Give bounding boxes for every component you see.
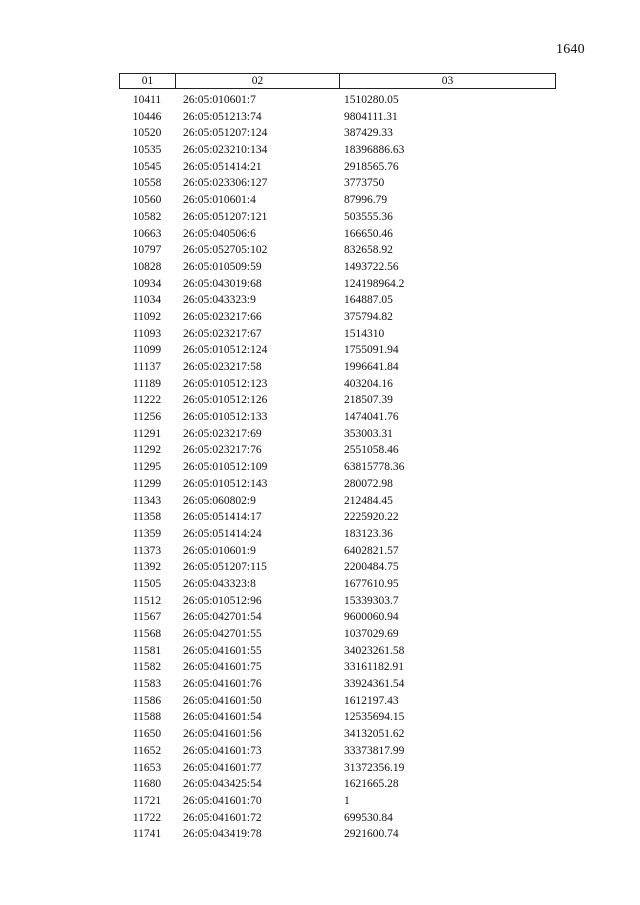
table-row	[119, 793, 556, 810]
cell-value: 1493722.56	[344, 260, 399, 273]
cell-cadastral-number: 26:05:041601:72	[183, 811, 262, 824]
cell-value: 34023261.58	[344, 644, 405, 657]
cell-id: 11741	[132, 828, 162, 841]
cell-id: 11680	[132, 778, 162, 791]
cell-id: 11722	[132, 811, 162, 824]
cell-cadastral-number: 26:05:010601:4	[183, 194, 256, 207]
table-row	[119, 459, 556, 476]
cell-cadastral-number: 26:05:041601:55	[183, 644, 262, 657]
cell-value: 15339303.7	[344, 594, 399, 607]
cell-cadastral-number: 26:05:041601:76	[183, 678, 262, 691]
cell-id: 10828	[132, 260, 162, 273]
cell-cadastral-number: 26:05:010601:7	[183, 94, 256, 106]
table-row	[119, 726, 556, 743]
cell-id: 11189	[133, 377, 161, 390]
cell-id: 10411	[132, 94, 162, 106]
cell-id: 11567	[132, 611, 162, 624]
cell-cadastral-number: 26:05:041601:56	[183, 728, 262, 741]
cell-id: 11392	[132, 561, 162, 574]
table-row	[119, 493, 556, 510]
table-row	[119, 559, 556, 576]
cell-id: 11581	[132, 644, 162, 657]
table-row	[119, 593, 556, 610]
cell-value: 87996.79	[344, 194, 388, 207]
cell-id: 11512	[132, 594, 162, 607]
table-body	[119, 92, 556, 843]
cell-value: 2225920.22	[344, 511, 399, 524]
page-number: 1640	[556, 42, 585, 57]
table-row	[119, 609, 556, 626]
table-row	[119, 760, 556, 777]
table-row	[119, 409, 556, 426]
cell-id: 11586	[132, 694, 162, 707]
table-row	[119, 175, 556, 192]
table-row	[119, 226, 556, 243]
table-row	[119, 626, 556, 643]
cell-cadastral-number: 26:05:052705:102	[183, 244, 268, 257]
table-row	[119, 543, 556, 560]
cell-value: 183123.36	[344, 527, 393, 540]
cell-value: 503555.36	[344, 210, 393, 223]
cell-id: 11582	[132, 661, 162, 674]
cell-cadastral-number: 26:05:023210:134	[183, 144, 268, 157]
cell-id: 11652	[132, 744, 162, 757]
cell-cadastral-number: 26:05:010512:143	[183, 477, 268, 490]
cell-cadastral-number: 26:05:051207:124	[183, 127, 268, 140]
cell-value: 387429.33	[344, 127, 393, 140]
table-row	[119, 192, 556, 209]
cell-value: 164887.05	[344, 294, 393, 307]
cell-cadastral-number: 26:05:010512:109	[183, 461, 268, 474]
table-header	[119, 73, 556, 89]
table-row	[119, 810, 556, 827]
cell-cadastral-number: 26:05:040506:6	[183, 227, 256, 240]
cell-value: 280072.98	[344, 477, 393, 490]
cell-value: 1612197.43	[344, 694, 399, 707]
cell-value: 832658.92	[344, 244, 393, 257]
table-row	[119, 509, 556, 526]
cell-cadastral-number: 26:05:043323:8	[183, 577, 256, 590]
table-row	[119, 376, 556, 393]
cell-cadastral-number: 26:05:051414:17	[183, 511, 262, 524]
cell-cadastral-number: 26:05:041601:54	[183, 711, 262, 724]
cell-value: 63815778.36	[344, 461, 405, 474]
cell-id: 11222	[132, 394, 162, 407]
cell-cadastral-number: 26:05:051207:115	[183, 561, 267, 574]
table-row	[119, 826, 556, 843]
table-row	[119, 659, 556, 676]
table-row	[119, 125, 556, 142]
cell-value: 166650.46	[344, 227, 393, 240]
cell-id: 10934	[132, 277, 162, 290]
cell-value: 124198964.2	[344, 277, 405, 290]
cell-id: 11291	[132, 427, 162, 440]
cell-id: 11583	[132, 678, 162, 691]
cell-id: 10560	[132, 194, 162, 207]
cell-cadastral-number: 26:05:060802:9	[183, 494, 256, 507]
cell-cadastral-number: 26:05:051207:121	[183, 210, 268, 223]
cell-id: 11588	[132, 711, 162, 724]
cell-value: 2200484.75	[344, 561, 399, 574]
cell-id: 11292	[132, 444, 162, 457]
table-row	[119, 709, 556, 726]
cell-value: 1474041.76	[344, 411, 399, 424]
table-row	[119, 342, 556, 359]
cell-value: 375794.82	[344, 310, 393, 323]
cell-id: 11505	[132, 577, 162, 590]
table-row	[119, 242, 556, 259]
cell-cadastral-number: 26:05:043323:9	[183, 294, 256, 307]
table-row	[119, 92, 556, 109]
cell-value: 699530.84	[344, 811, 393, 824]
cell-id: 11568	[132, 628, 162, 640]
cell-id: 10545	[132, 160, 162, 173]
cell-value: 403204.16	[344, 377, 393, 390]
table-row	[119, 209, 556, 226]
cell-id: 11653	[132, 761, 162, 774]
cell-value: 1755091.94	[344, 344, 399, 357]
cell-id: 11034	[132, 294, 162, 307]
table-row	[119, 743, 556, 760]
table-row	[119, 426, 556, 443]
cell-id: 11359	[132, 527, 162, 540]
cell-value: 2551058.46	[344, 444, 399, 457]
cell-id: 10520	[132, 127, 162, 140]
cell-cadastral-number: 26:05:010509:59	[183, 260, 262, 273]
cell-value: 18396886.63	[344, 144, 405, 157]
cell-cadastral-number: 26:05:010512:124	[183, 344, 268, 357]
table-row	[119, 309, 556, 326]
cell-value: 9600060.94	[344, 611, 399, 624]
table-row	[119, 476, 556, 493]
cell-id: 10663	[132, 227, 162, 240]
cell-cadastral-number: 26:05:051213:74	[183, 110, 262, 123]
cell-value: 1677610.95	[344, 577, 399, 590]
cell-cadastral-number: 26:05:051414:24	[183, 527, 262, 540]
cell-cadastral-number: 26:05:043019:68	[183, 277, 262, 290]
cell-cadastral-number: 26:05:041601:50	[183, 694, 262, 707]
cell-value: 212484.45	[344, 494, 393, 507]
table-row	[119, 776, 556, 793]
cell-id: 11137	[133, 361, 161, 373]
cell-cadastral-number: 26:05:051414:21	[183, 160, 262, 173]
cell-cadastral-number: 26:05:043425:54	[183, 778, 262, 791]
table-row	[119, 142, 556, 159]
cell-id: 11093	[132, 327, 162, 340]
cell-id: 10535	[132, 144, 162, 157]
cell-id: 11343	[132, 494, 162, 507]
table-row	[119, 643, 556, 660]
table-row	[119, 526, 556, 543]
column-header-01: 01	[120, 74, 176, 88]
table-row	[119, 276, 556, 293]
cell-id: 11256	[132, 411, 162, 424]
cell-value: 1996641.84	[344, 361, 399, 373]
cell-id: 11373	[132, 544, 162, 557]
cell-cadastral-number: 26:05:023217:67	[183, 327, 262, 340]
cell-cadastral-number: 26:05:043419:78	[183, 828, 262, 841]
cell-id: 10797	[132, 244, 162, 257]
cell-id: 11092	[132, 310, 162, 323]
cell-cadastral-number: 26:05:042701:55	[183, 628, 262, 640]
cell-cadastral-number: 26:05:023217:69	[183, 427, 262, 440]
cell-cadastral-number: 26:05:041601:73	[183, 744, 262, 757]
cell-id: 10558	[132, 177, 162, 190]
cell-cadastral-number: 26:05:041601:70	[183, 794, 262, 807]
cell-cadastral-number: 26:05:023306:127	[183, 177, 268, 190]
cell-id: 11721	[132, 794, 162, 807]
cell-id: 11099	[132, 344, 162, 357]
table-row	[119, 392, 556, 409]
cell-id: 10446	[132, 110, 162, 123]
cell-value: 2918565.76	[344, 160, 399, 173]
cell-cadastral-number: 26:05:042701:54	[183, 611, 262, 624]
cell-id: 11650	[132, 728, 162, 741]
cell-value: 12535694.15	[344, 711, 405, 724]
table-row	[119, 159, 556, 176]
cell-value: 353003.31	[344, 427, 393, 440]
cell-value: 33161182.91	[344, 661, 404, 674]
cell-cadastral-number: 26:05:010512:123	[183, 377, 268, 390]
table-row	[119, 359, 556, 376]
cell-id: 10582	[132, 210, 162, 223]
cell-id: 11295	[132, 461, 162, 474]
cell-cadastral-number: 26:05:023217:58	[183, 361, 262, 373]
cell-cadastral-number: 26:05:023217:76	[183, 444, 262, 457]
cell-cadastral-number: 26:05:010512:96	[183, 594, 262, 607]
cell-value: 6402821.57	[344, 544, 399, 557]
cell-cadastral-number: 26:05:041601:77	[183, 761, 262, 774]
cell-id: 11299	[132, 477, 162, 490]
cell-value: 33373817.99	[344, 744, 405, 757]
table-row	[119, 676, 556, 693]
table-row	[119, 442, 556, 459]
cell-value: 1	[344, 794, 350, 807]
cell-cadastral-number: 26:05:010601:9	[183, 544, 256, 557]
cell-cadastral-number: 26:05:023217:66	[183, 310, 262, 323]
table-row	[119, 326, 556, 343]
cell-value: 31372356.19	[344, 761, 405, 774]
cell-cadastral-number: 26:05:010512:126	[183, 394, 268, 407]
cell-value: 9804111.31	[344, 110, 398, 123]
cell-cadastral-number: 26:05:041601:75	[183, 661, 262, 674]
cell-value: 34132051.62	[344, 728, 405, 741]
cell-value: 218507.39	[344, 394, 393, 407]
cell-cadastral-number: 26:05:010512:133	[183, 411, 268, 424]
cell-value: 2921600.74	[344, 828, 399, 841]
table-row	[119, 109, 556, 126]
table-row	[119, 259, 556, 276]
table-row	[119, 576, 556, 593]
table-row	[119, 292, 556, 309]
cell-value: 1514310	[344, 327, 385, 340]
cell-value: 33924361.54	[344, 678, 405, 691]
cell-value: 3773750	[344, 177, 385, 190]
cell-value: 1621665.28	[344, 778, 399, 791]
column-header-02: 02	[176, 74, 340, 88]
cell-value: 1510280.05	[344, 94, 399, 106]
table-row	[119, 693, 556, 710]
cell-id: 11358	[132, 511, 162, 524]
cell-value: 1037029.69	[344, 628, 399, 640]
column-header-03: 03	[441, 75, 454, 87]
